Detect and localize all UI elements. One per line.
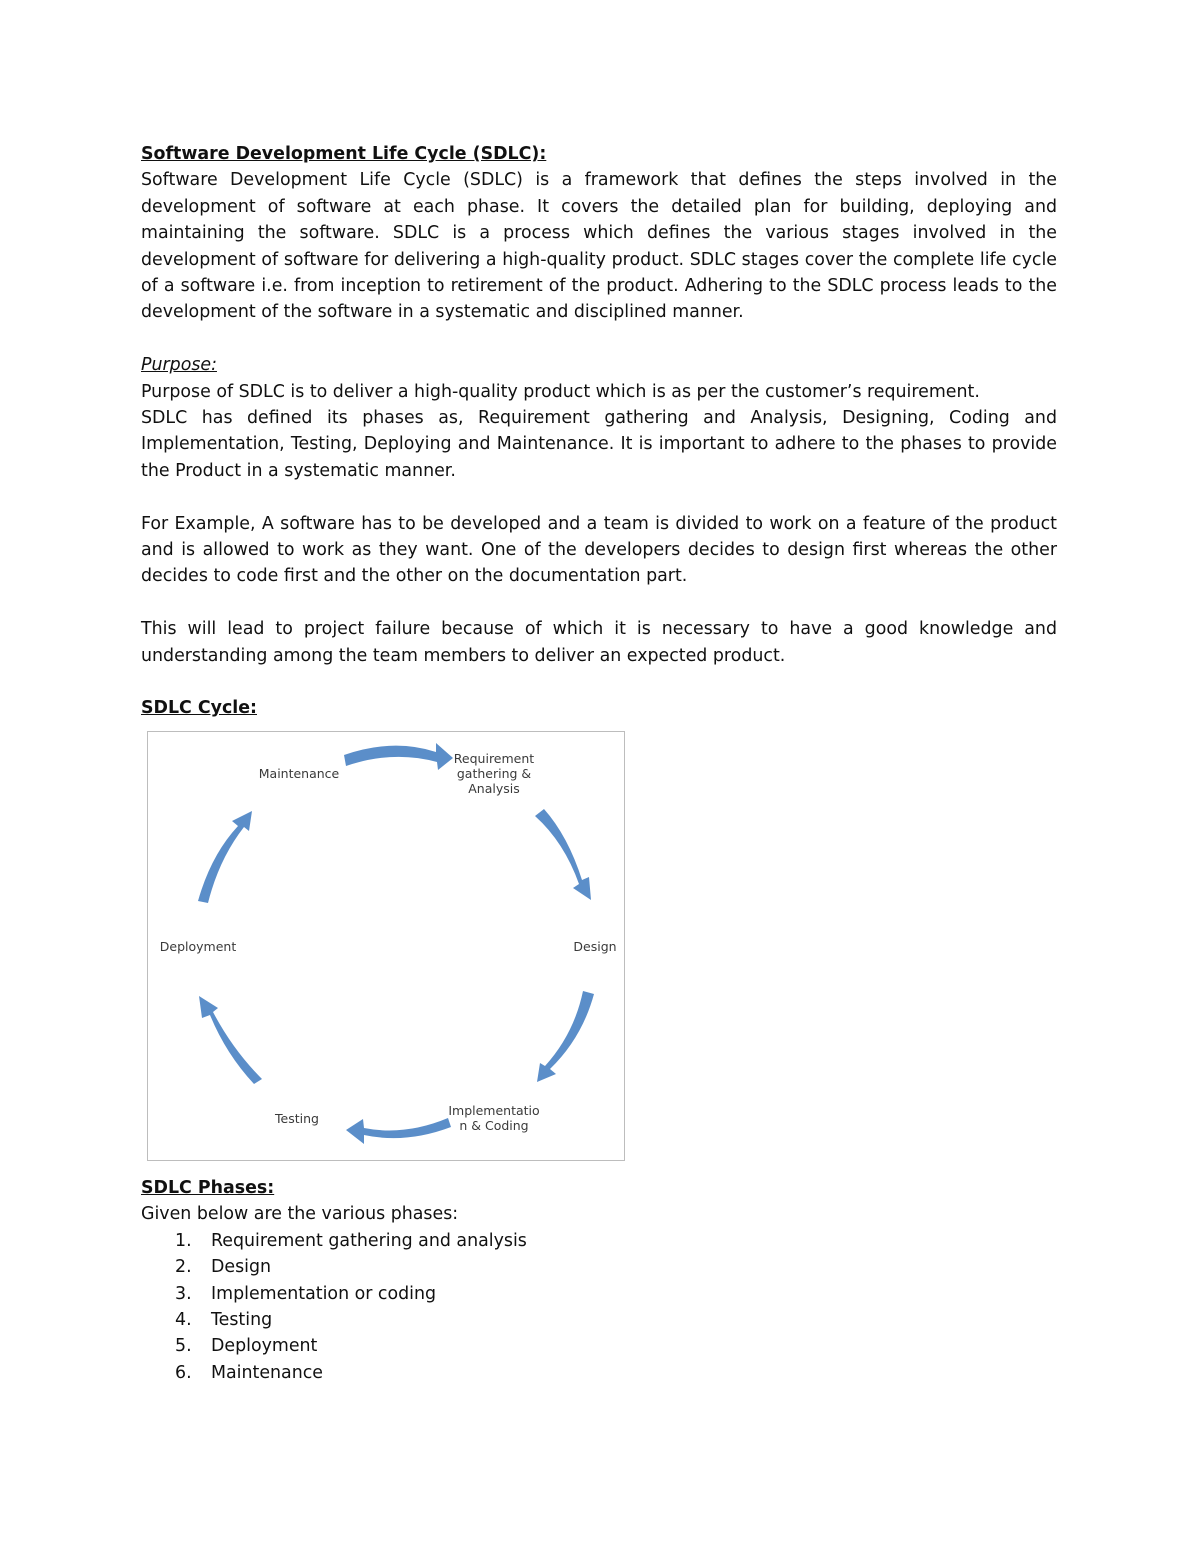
list-label: Maintenance xyxy=(211,1362,323,1383)
list-label: Requirement gathering and analysis xyxy=(211,1230,527,1251)
arrow-testing-to-deployment xyxy=(199,996,262,1084)
document-page xyxy=(141,141,1057,1386)
list-number: 2. xyxy=(175,1257,192,1278)
sdlc-paragraph: Software Development Life Cycle (SDLC) is a framework that defines the steps involved in the development of software at each phase. It covers the detailed plan for building, deploying and maintaining the software. SDLC is a process which defines the various stages involved in the development of software for delivering a high-quality product. SDLC stages cover the complete life cycle of a software i.e. from inception to retirement of the product. Adhering to the SDLC process leads to the development of the software in a systematic and disciplined manner. xyxy=(141,170,1057,323)
list-number: 6. xyxy=(175,1362,192,1383)
list-label: Deployment xyxy=(211,1336,318,1357)
list-item xyxy=(175,1254,1057,1280)
cycle-heading: SDLC Cycle: xyxy=(141,698,257,719)
sdlc-cycle-diagram xyxy=(147,731,625,1161)
failure-paragraph: This will lead to project failure because of which it is necessary to have a good knowledge and understanding among the team members to deliver an expected product. xyxy=(141,619,1057,666)
purpose-heading: Purpose: xyxy=(141,355,217,376)
list-number: 1. xyxy=(175,1230,192,1251)
list-number: 3. xyxy=(175,1283,192,1304)
node-testing: Testing xyxy=(275,1110,319,1126)
node-implementation: Implementatio n & Coding xyxy=(448,1102,540,1133)
list-item xyxy=(175,1281,1057,1307)
node-maintenance: Maintenance xyxy=(258,765,340,781)
node-design: Design xyxy=(573,938,617,954)
arrow-maintenance-to-requirement xyxy=(344,743,453,770)
list-item xyxy=(175,1307,1057,1333)
list-label: Implementation or coding xyxy=(211,1283,437,1304)
arrow-requirement-to-design xyxy=(535,809,591,900)
purpose-line-1: Purpose of SDLC is to deliver a high-quality product which is as per the customer’s requirement. xyxy=(141,381,980,402)
example-paragraph: For Example, A software has to be developed and a team is divided to work on a feature of the product and is allowed to work as they want. One of the developers decides to design first whereas the other decides to code first and the other on the documentation part. xyxy=(141,513,1057,587)
spacer xyxy=(141,484,1057,510)
arrow-deployment-to-maintenance xyxy=(198,811,252,903)
list-item xyxy=(175,1360,1057,1386)
spacer xyxy=(141,326,1057,352)
purpose-line-2: SDLC has defined its phases as, Requirement gathering and Analysis, Designing, Coding and Implementation, Testing, Deploying and Maintenance. It is important to adhere to the phases to provide the Product in a systematic manner. xyxy=(141,408,1057,481)
list-number: 4. xyxy=(175,1309,192,1330)
spacer xyxy=(141,669,1057,695)
phases-heading: SDLC Phases: xyxy=(141,1177,275,1198)
list-item xyxy=(175,1333,1057,1359)
list-label: Design xyxy=(211,1257,272,1278)
sdlc-heading: Software Development Life Cycle (SDLC): xyxy=(141,144,547,164)
phases-intro: Given below are the various phases: xyxy=(141,1204,459,1225)
node-requirement: Requirement gathering & Analysis xyxy=(453,750,535,796)
list-number: 5. xyxy=(175,1336,192,1357)
spacer xyxy=(141,590,1057,616)
phases-list xyxy=(141,1228,1057,1386)
arrow-design-to-implementation xyxy=(537,991,594,1082)
list-item xyxy=(175,1228,1057,1254)
arrow-implementation-to-testing xyxy=(346,1118,451,1144)
list-label: Testing xyxy=(211,1309,273,1330)
node-deployment: Deployment xyxy=(159,938,237,954)
